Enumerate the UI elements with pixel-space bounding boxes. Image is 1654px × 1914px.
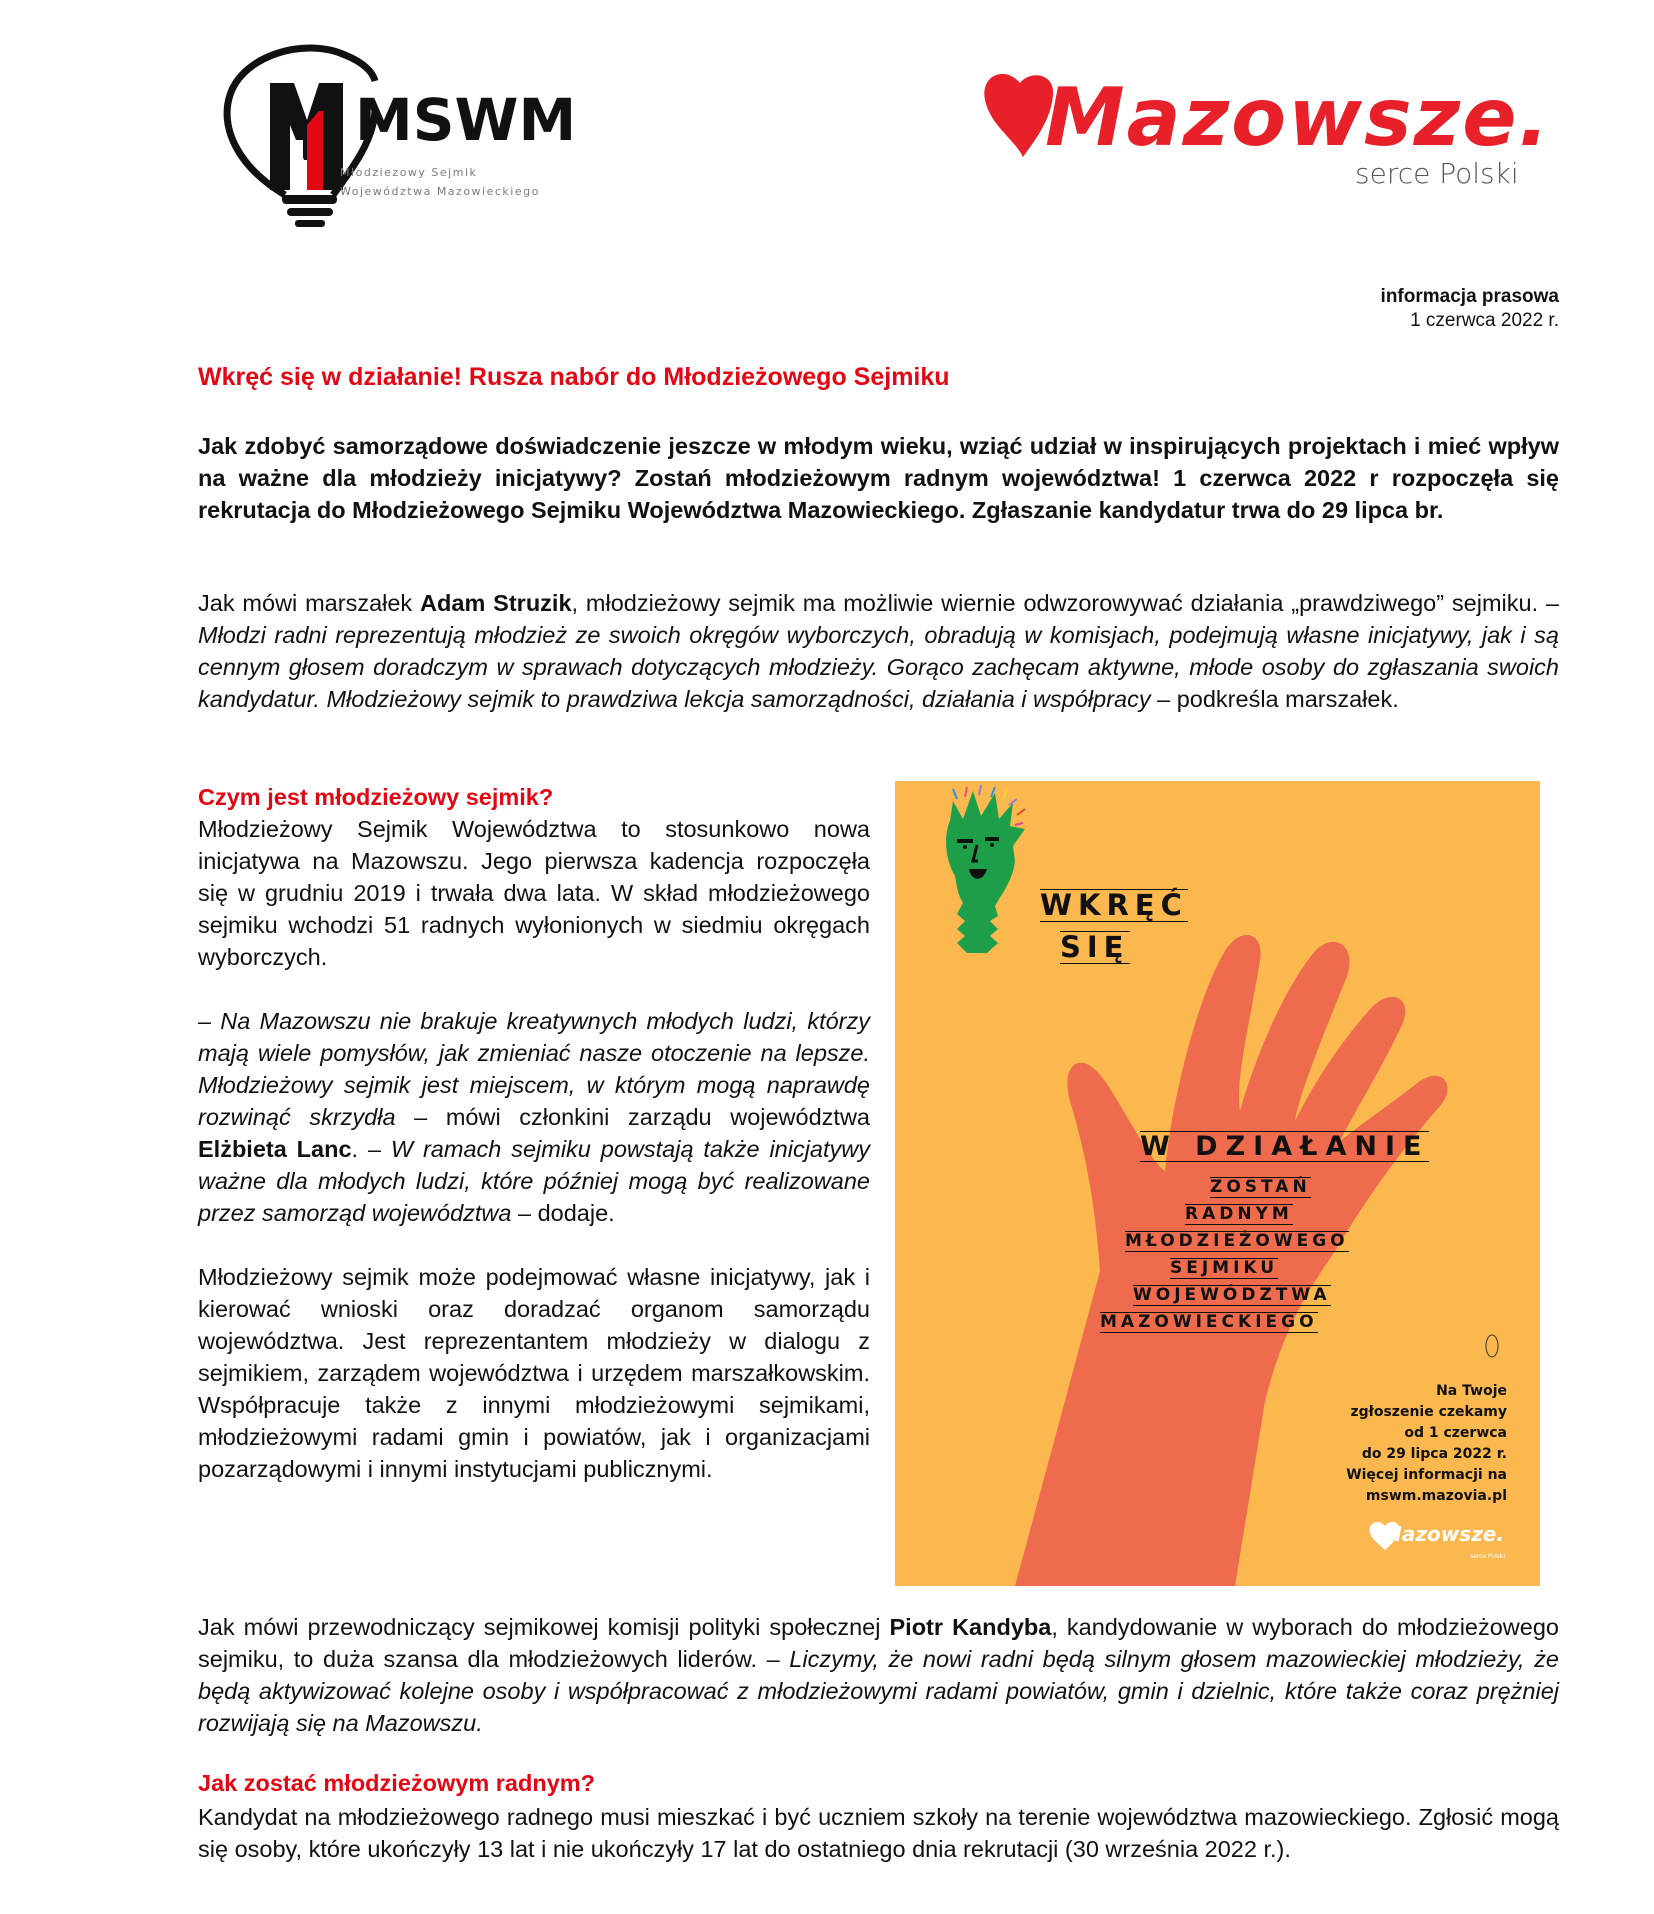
stamp-icon bbox=[1486, 1335, 1498, 1357]
poster-logo-tagline: serce Polski bbox=[1469, 1553, 1505, 1560]
poster-info-line: zgłoszenie czekamy bbox=[1350, 1404, 1507, 1420]
mazowsze-tagline: serce Polski bbox=[1355, 157, 1519, 190]
kandyba-quote: Liczymy, że nowi radni będą silnym głosem mazowieckiej młodzieży, że będą aktywizować kolejne osoby i współpracować z młodzieżowymi radami powiatów, gmin i dzielnic, które także coraz prężniej rozwijają się na Mazowszu. bbox=[198, 1646, 1559, 1736]
kandyba-intro: Jak mówi przewodniczący sejmikowej komisji polityki społecznej bbox=[198, 1614, 890, 1640]
mswm-subtitle-line2: Województwa Mazowieckiego bbox=[340, 185, 540, 198]
struzik-quote: Młodzi radni reprezentują młodzież ze swoich okręgów wyborczych, obradują w komisjach, podejmują własne inicjatywy, jak i są cennym głosem doradczym w sprawach dotyczących młodzieży. Gorąco zachęcam aktywne, młode osoby do zgłaszania swoich kandydatur. Młodzieżowy sejmik to prawdziwa lekcja samorządności, działania i współpracy bbox=[198, 622, 1559, 712]
article-title: Wkręć się w działanie! Rusza nabór do Młodzieżowego Sejmiku bbox=[198, 363, 950, 391]
section-heading: Jak zostać młodzieżowym radnym? bbox=[198, 1770, 596, 1796]
lightbulb-logo-icon bbox=[215, 45, 577, 230]
heart-icon bbox=[984, 74, 1053, 157]
poster-headline-sie: SIĘ bbox=[1060, 930, 1130, 964]
lightbulb-character-icon bbox=[946, 785, 1025, 953]
lanc-paragraph bbox=[198, 1005, 870, 1229]
campaign-poster bbox=[895, 781, 1540, 1586]
poster-line: WOJEWÓDZTWA bbox=[1133, 1285, 1331, 1305]
poster-info-line: do 29 lipca 2022 r. bbox=[1361, 1446, 1507, 1462]
struzik-name: Adam Struzik bbox=[420, 590, 572, 616]
kandyba-name: Piotr Kandyba bbox=[889, 1614, 1052, 1640]
section-paragraph: Młodzieżowy sejmik może podejmować własne inicjatywy, jak i kierować wnioski oraz doradzać organom samorządu województwa. Jest reprezentantem młodzieży w dialogu z sejmikiem, zarządem województwa i urzędem marszałkowskim. Współpracuje także z innymi młodzieżowymi sejmikami, młodzieżowymi radami gmin i powiatów, jak i organizacjami pozarządowymi i innymi instytucjami publicznymi. bbox=[198, 1264, 870, 1482]
lanc-attribution: – mówi członkini zarządu województwa bbox=[395, 1104, 870, 1130]
section-paragraph: Kandydat na młodzieżowego radnego musi mieszkać i być uczniem szkoły na terenie województwa mazowieckiego. Zgłosić mogą się osoby, które ukończyły 13 lat i nie ukończyły 17 lat do ostatniego dnia rekrutacji (30 września 2022 r.). bbox=[198, 1804, 1559, 1862]
poster-info-line: Na Twoje bbox=[1436, 1383, 1507, 1399]
poster-line: ZOSTAŃ bbox=[1210, 1177, 1311, 1197]
poster-headline-w-dzialanie: W DZIAŁANIE bbox=[1140, 1131, 1430, 1162]
lanc-dot: . bbox=[351, 1136, 359, 1162]
poster-headline-wkrec: WKRĘĆ bbox=[1040, 888, 1188, 922]
poster-info-line: od 1 czerwca bbox=[1404, 1425, 1507, 1441]
section-paragraph: Młodzieżowy Sejmik Województwa to stosunkowo nowa inicjatywa na Mazowszu. Jego pierwsza kadencja rozpoczęła się w grudniu 2019 i trwała dwa lata. W skład młodzieżowego sejmiku wchodzi 51 radnych wyłonionych w siedmiu okręgach wyborczych. bbox=[198, 816, 870, 970]
poster-line: MŁODZIEŻOWEGO bbox=[1125, 1231, 1349, 1251]
mswm-subtitle-line1: Młodziezowy Sejmik bbox=[340, 166, 478, 179]
section-what-is bbox=[198, 781, 870, 1485]
section-heading: Czym jest młodzieżowy sejmik? bbox=[198, 784, 554, 810]
lanc-quote-2: – W ramach sejmiku powstają także inicjatywy ważne dla młodych ludzi, które później mogą być realizowane przez samorząd województwa bbox=[198, 1136, 870, 1226]
lanc-name: Elżbieta Lanc bbox=[198, 1136, 352, 1162]
mazowsze-logo bbox=[975, 65, 1551, 165]
kandyba-after-name: , kandydowanie w wyborach do młodzieżowego sejmiku, to duża szansa dla młodzieżowych liderów. – bbox=[198, 1614, 1559, 1672]
poster-info bbox=[1346, 1381, 1507, 1507]
struzik-outro: – podkreśla marszałek. bbox=[1150, 686, 1399, 712]
mswm-logo bbox=[215, 45, 577, 230]
press-label: informacja prasowa bbox=[1380, 286, 1559, 307]
lead-paragraph: Jak zdobyć samorządowe doświadczenie jeszcze w młodym wieku, wziąć udział w inspirujących projektach i mieć wpływ na ważne dla młodzieży inicjatywy? Zostań młodzieżowym radnym województwa! 1 czerwca 2022 r rozpoczęła się rekrutacja do Młodzieżowego Sejmiku Województwa Mazowieckiego. Zgłaszanie kandydatur trwa do 29 lipca br. bbox=[198, 433, 1559, 523]
poster-info-url: mswm.mazovia.pl bbox=[1365, 1488, 1507, 1504]
struzik-paragraph bbox=[198, 587, 1559, 715]
poster-line: MAZOWIECKIEGO bbox=[1100, 1312, 1318, 1332]
lanc-quote: – Na Mazowszu nie brakuje kreatywnych młodych ludzi, którzy mają wiele pomysłów, jak zmieniać nasze otoczenie na lepsze. Młodzieżowy sejmik jest miejscem, w którym mogą naprawdę rozwinąć skrzydła bbox=[198, 1008, 870, 1130]
poster-logo-wordmark: Mazowsze. bbox=[1382, 1522, 1504, 1546]
press-info bbox=[1381, 285, 1559, 333]
poster-mazowsze-logo bbox=[1360, 1519, 1510, 1549]
kandyba-paragraph bbox=[198, 1611, 1559, 1739]
mazowsze-wordmark: Mazowsze. bbox=[1045, 71, 1551, 164]
mswm-subtitle bbox=[340, 163, 540, 201]
poster-info-line: Więcej informacji na bbox=[1346, 1467, 1507, 1483]
struzik-intro: Jak mówi marszałek bbox=[198, 590, 421, 616]
press-date: 1 czerwca 2022 r. bbox=[1410, 310, 1559, 331]
lanc-outro: – dodaje. bbox=[511, 1200, 615, 1226]
poster-line: SEJMIKU bbox=[1170, 1258, 1279, 1278]
poster-line: RADNYM bbox=[1185, 1204, 1293, 1224]
struzik-after-name: , młodzieżowy sejmik ma możliwie wiernie odwzorowywać działania „prawdziwego” sejmiku. – bbox=[571, 590, 1560, 616]
mswm-letters: MSWM bbox=[355, 86, 577, 154]
